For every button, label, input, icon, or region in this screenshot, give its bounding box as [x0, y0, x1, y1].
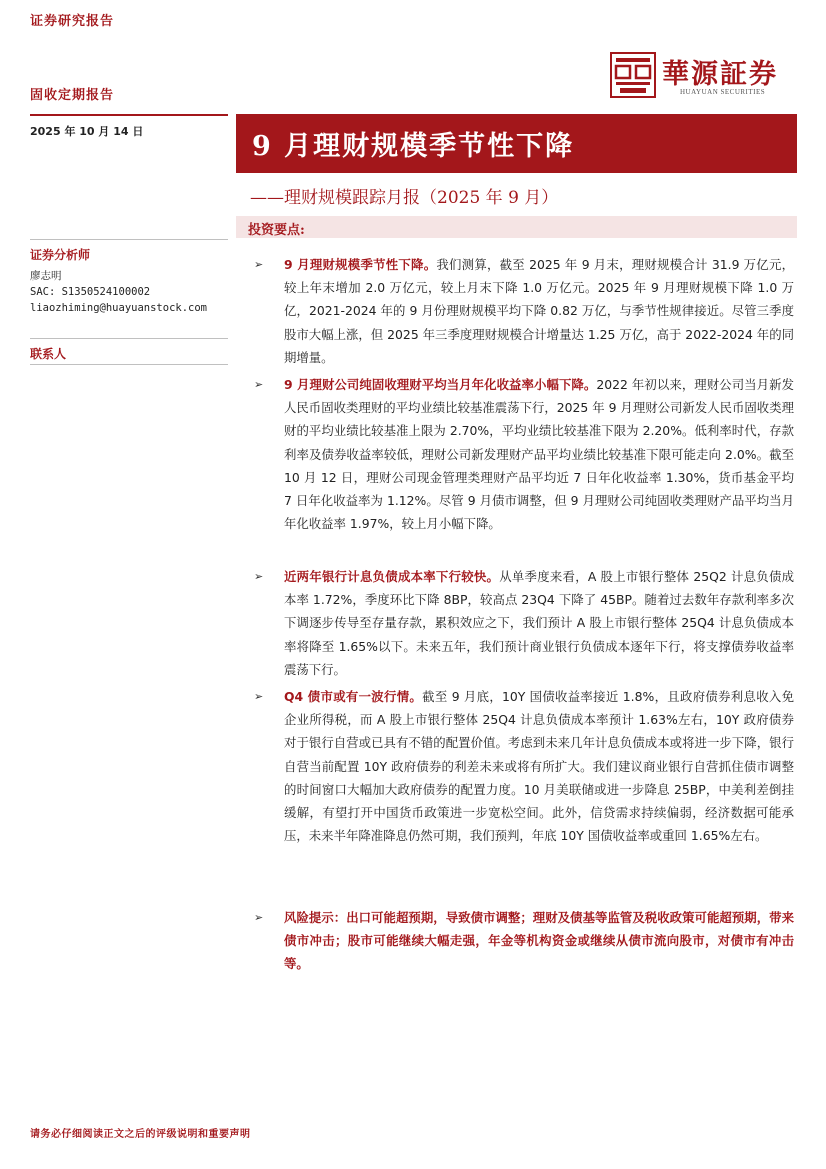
bullet-icon: ➢ — [254, 911, 264, 924]
key-point-body: 截至 9 月底，10Y 国债收益率接近 1.8%，且政府债券利息收入免企业所得税，而 A 股上市银行整体 25Q4 计息负债成本率预计 1.63%左右，10Y 政府债券对于银行自营或已具有不错的配置价值。考虑到未来几年计息负债成本或将进一步下降，银行自营当前配置 10Y 政府债券的利差未来或将有所扩大。我们建议商业银行自营抓住债市调整的时间窗口大幅加大政府债券的配置力度。10 月美联储或进一步降息 25BP，中美利差倒挂缓解，有望打开中国货币政策进一步宽松空间。此外，信贷需求持续偏弱，经济数据可能承压，未来半年降准降息仍然可期，我们预判，年底 10Y 国债收益率或重回 1.65%左右。 — [284, 689, 795, 844]
key-point-body: 从单季度来看，A 股上市银行整体 25Q2 计息负债成本率 1.72%，季度环比下降 8BP，较高点 23Q4 下降了 45BP。随着过去数年存款利率多次下调逐步传导至存量存款，累积效应之下，我们预计 A 股上市银行整体 25Q4 计息负债成本率将降至 1.65%以下。未来五年，我们预计商业银行负债成本逐年下行，将支撑债券收益率震荡下行。 — [284, 569, 795, 677]
key-point-1 — [284, 253, 794, 369]
divider — [30, 364, 228, 365]
contact-heading: 联系人 — [30, 347, 67, 361]
key-point-2 — [284, 373, 794, 535]
page-subtitle: ——理财规模跟踪月报（2025 年 9 月） — [250, 188, 559, 208]
bullet-icon: ➢ — [254, 378, 264, 391]
analyst-heading: 证券分析师 — [30, 248, 91, 262]
report-type: 固收定期报告 — [30, 88, 115, 103]
bullet-icon: ➢ — [254, 690, 264, 703]
divider — [30, 114, 228, 116]
report-category: 证券研究报告 — [30, 14, 115, 29]
key-points-banner — [236, 216, 797, 238]
analyst-email[interactable]: liaozhiming@huayuanstock.com — [30, 302, 208, 314]
key-point-3 — [284, 565, 794, 681]
brand-logo-icon — [610, 52, 656, 98]
divider — [30, 338, 228, 339]
key-point-lead: 9 月理财规模季节性下降。 — [284, 257, 437, 272]
key-point-4 — [284, 685, 794, 847]
key-point-body: 2022 年初以来，理财公司当月新发人民币固收类理财的平均业绩比较基准震荡下行，2025 年 9 月理财公司新发人民币固收类理财的平均业绩比较基准上限为 2.70%，平均业绩比较基准下限为 2.20%。低利率时代，存款利率及债券收益率较低，理财公司新发理财产品平均业绩比较基准下限可能走向 2.0%。截至 10 月 12 日，理财公司现金管理类理财产品平均近 7 日年化收益率 1.30%，货币基金平均 7 日年化收益率为 1.12%。尽管 9 月债市调整，但 9 月理财公司纯固收类理财产品平均当月年化收益率 1.97%，较上月小幅下降。 — [284, 377, 794, 532]
key-points-heading: 投资要点: — [248, 223, 305, 238]
disclaimer-footer: 请务必仔细阅读正文之后的评级说明和重要声明 — [30, 1129, 251, 1140]
brand-name-en: HUAYUAN SECURITIES — [680, 88, 766, 96]
analyst-name: 廖志明 — [30, 270, 62, 282]
key-point-body: 我们测算，截至 2025 年 9 月末，理财规模合计 31.9 万亿元，较上年末增加 2.0 万亿元，较上月末下降 1.0 万亿元。2025 年 9 月理财规模下降 1.0 万亿，2021-2024 年的 9 月份理财规模平均下降 0.82 万亿，与季节性规律接近。尽管三季度股市大幅上涨，但 2025 年三季度理财规模合计增量达 1.25 万亿，高于 2022-2024 年的同期增量。 — [284, 257, 795, 365]
bullet-icon: ➢ — [254, 258, 264, 271]
brand-name-cn: 華源証券 — [662, 59, 778, 90]
risk-warning: 风险提示：出口可能超预期，导致债市调整；理财及债基等监管及税收政策可能超预期，带来债市冲击；股市可能继续大幅走强，年金等机构资金或继续从债市流向股市，对债市有冲击等。 — [284, 910, 794, 972]
key-point-lead: 近两年银行计息负债成本率下行较快。 — [284, 569, 500, 584]
divider — [30, 239, 228, 240]
report-date: 2025 年 10 月 14 日 — [30, 125, 144, 138]
key-point-lead: 9 月理财公司纯固收理财平均当月年化收益率小幅下降。 — [284, 377, 597, 392]
key-point-lead: Q4 债市或有一波行情。 — [284, 689, 423, 704]
analyst-sac: SAC: S1350524100002 — [30, 286, 151, 298]
page-title: 9 月理财规模季节性下降 — [252, 131, 575, 162]
bullet-icon: ➢ — [254, 570, 264, 583]
